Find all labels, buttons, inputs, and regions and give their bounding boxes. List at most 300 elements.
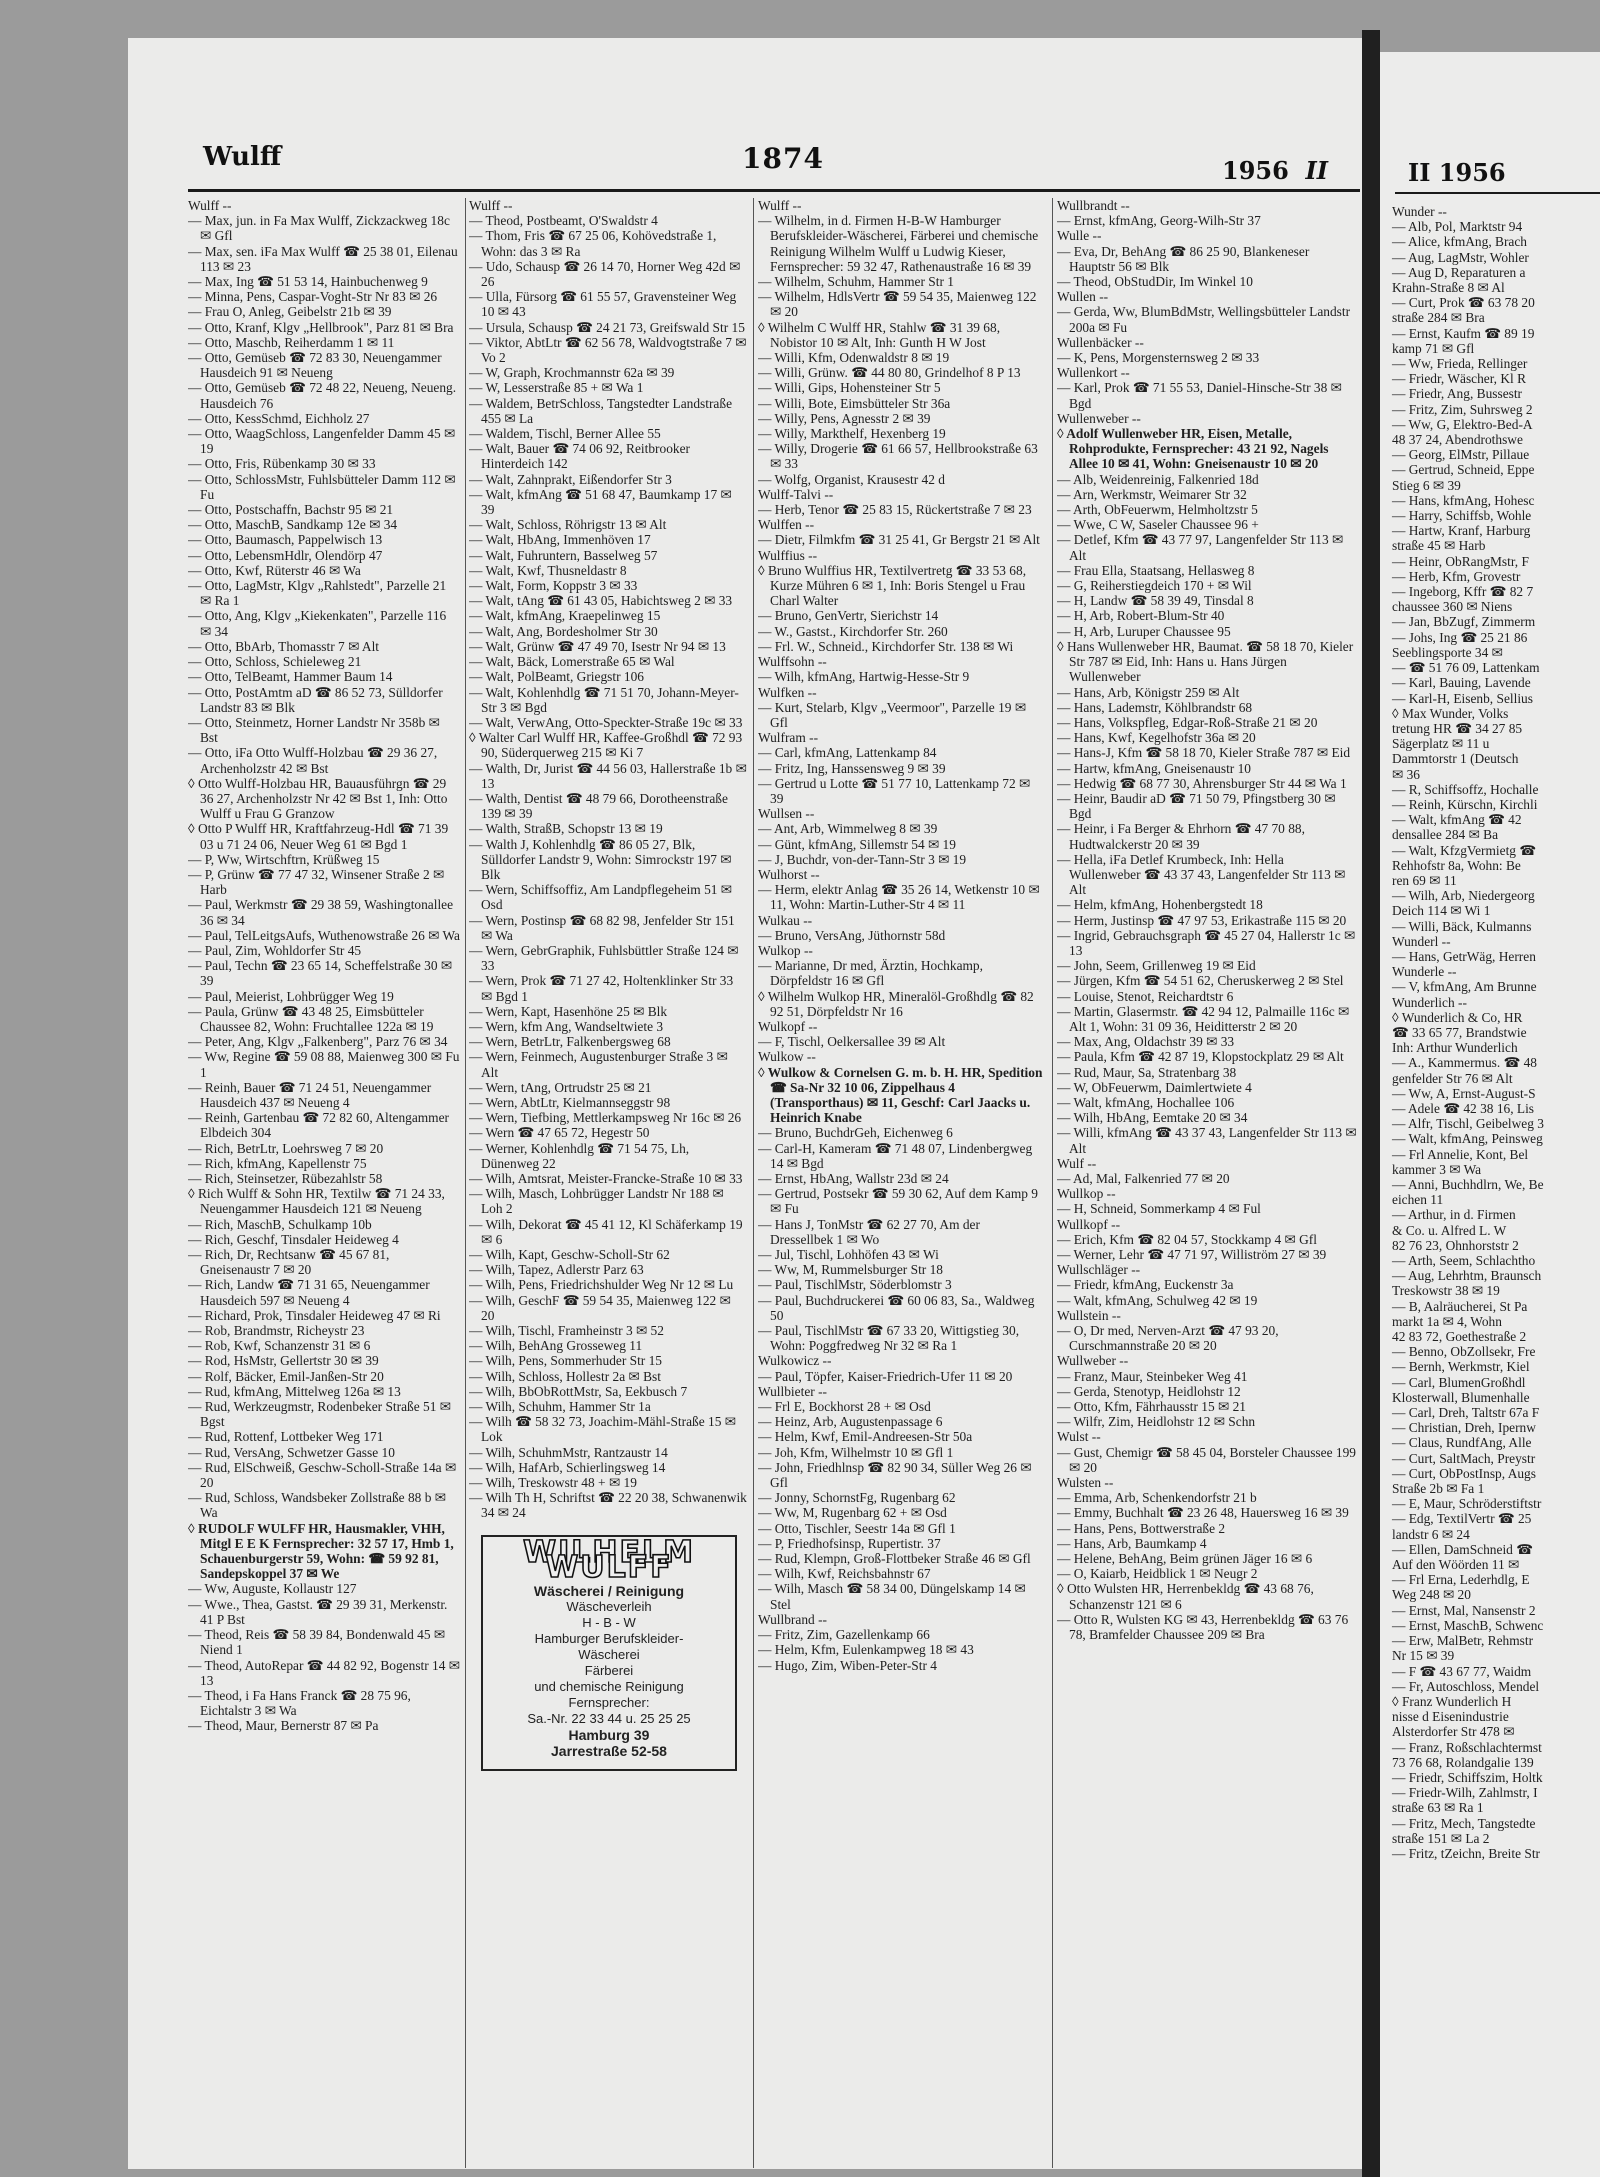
- right-page-entry: — Heinr, ObRangMstr, F: [1392, 553, 1529, 569]
- right-page-entry: — Reinh, Kürschn, Kirchli: [1392, 796, 1538, 812]
- right-page-entry: — Harry, Schiffsb, Wohle: [1392, 508, 1532, 524]
- right-page-entry: — Arth, Seem, Schlachtho: [1392, 1253, 1536, 1269]
- right-page-entry: ◊ Wunderlich & Co, HR: [1392, 1009, 1523, 1025]
- right-page-entry: kammer 3 ✉ Wa: [1392, 1161, 1482, 1177]
- right-page-entry: 82 76 23, Ohnhorststr 2: [1392, 1237, 1519, 1253]
- right-page-entry: — Fritz, Mech, Tangstedte: [1392, 1815, 1536, 1831]
- right-page-entry: Weg 248 ✉ 20: [1392, 1587, 1471, 1603]
- column-divider: [1052, 198, 1053, 2168]
- directory-entry: — Rud, Schloss, Wandsbeker Zollstraße 88 b ✉ Wa: [188, 1490, 446, 1521]
- directory-entry: Wulfken --: [758, 684, 817, 700]
- directory-entry: — Rich, Steinsetzer, Rübezahlstr 58: [188, 1171, 383, 1186]
- directory-entry: — Thom, Fris ☎ 67 25 06, Kohövedstraße 1, Wohn: das 3 ✉ Ra: [469, 228, 717, 259]
- directory-entry: — John, Seem, Grillenweg 19 ✉ Eid: [1057, 958, 1256, 974]
- directory-entry: — Otto, iFa Otto Wulff-Holzbau ☎ 29 36 27, Archenholzstr 42 ✉ Bst: [188, 745, 438, 776]
- directory-entry: — Wilh, Tapez, Adlerstr Parz 63: [469, 1262, 644, 1278]
- directory-entry: — Herb, Tenor ☎ 25 83 15, Rückertstraße 7 ✉ 23: [758, 502, 1032, 518]
- directory-entry: — Willi, Grünw. ☎ 44 80 80, Grindelhof 8 P 13: [758, 365, 1021, 381]
- directory-entry: — Frl. W., Schneid., Kirchdorfer Str. 138 ✉ Wi: [758, 638, 1014, 654]
- directory-entry: — Wilh, BbObRottMstr, Sa, Eekbusch 7: [469, 1383, 688, 1399]
- directory-entry: — W, Graph, Krochmannstr 62a ✉ 39: [469, 365, 675, 381]
- directory-entry: — Wern, BetrLtr, Falkenbergsweg 68: [469, 1034, 671, 1050]
- right-page-entry: — Ingeborg, Kffr ☎ 82 7: [1392, 584, 1534, 600]
- advert-line: und chemische Reinigung: [534, 1679, 684, 1695]
- directory-entry: — Eva, Dr, BehAng ☎ 86 25 90, Blankeneser Hauptstr 56 ✉ Blk: [1057, 243, 1310, 274]
- right-page-entry: Deich 114 ✉ Wi 1: [1392, 903, 1491, 919]
- directory-entry: — Willi, kfmAng ☎ 43 37 43, Langenfelder Str 113 ✉ Alt: [1057, 1125, 1357, 1156]
- directory-entry: — Paula, Kfm ☎ 42 87 19, Klopstockplatz 29 ✉ Alt: [1057, 1049, 1344, 1065]
- right-page-entry: Klosterwall, Blumenhalle: [1392, 1389, 1530, 1405]
- directory-entry: — H, Landw ☎ 58 39 49, Tinsdal 8: [1057, 593, 1254, 609]
- directory-entry: — Minna, Pens, Caspar-Voght-Str Nr 83 ✉ 26: [188, 289, 438, 305]
- right-page-entry: — Karl-H, Eisenb, Sellius: [1392, 690, 1533, 706]
- right-page-entry: — Gertrud, Schneid, Eppe: [1392, 462, 1535, 478]
- directory-entry: — Theod, Reis ☎ 58 39 84, Bondenwald 45 ✉ Niend 1: [188, 1627, 446, 1658]
- right-page-entry: ◊ Max Wunder, Volks: [1392, 705, 1509, 721]
- directory-entry: — Otto, Tischler, Seestr 14a ✉ Gfl 1: [758, 1520, 956, 1536]
- right-page-entry: Auf den Wöörden 11 ✉: [1392, 1557, 1520, 1573]
- directory-entry: — Hugo, Zim, Wiben-Peter-Str 4: [758, 1657, 937, 1673]
- right-page-entry: — Ernst, Kaufm ☎ 89 19: [1392, 325, 1535, 341]
- directory-entry: Wullschläger --: [1057, 1262, 1141, 1278]
- directory-entry: — Max, jun. in Fa Max Wulff, Zickzackweg 18c ✉ Gfl: [188, 213, 450, 244]
- directory-entry: — Wilhelm, Schuhm, Hammer Str 1: [758, 274, 954, 290]
- directory-entry: — Walt, Fuhruntern, Basselweg 57: [469, 547, 658, 563]
- directory-entry: Wulkowicz --: [758, 1353, 832, 1369]
- right-page-entry: — Walt, KfzgVermietg ☎: [1392, 842, 1537, 858]
- directory-entry: — Wilh Th H, Schriftst ☎ 22 20 38, Schwanenwik 34 ✉ 24: [469, 1490, 747, 1521]
- directory-entry: Wullkopf --: [1057, 1216, 1121, 1232]
- directory-entry: — Otto, Kwf, Rüterstr 46 ✉ Wa: [188, 562, 361, 578]
- header-name: Wulff: [203, 142, 282, 172]
- directory-entry: — Paul, Zim, Wohldorfer Str 45: [188, 942, 362, 958]
- advert-line: Fernsprecher:: [568, 1695, 650, 1711]
- right-page-entry: genfelder Str 76 ✉ Alt: [1392, 1070, 1513, 1086]
- right-page-entry: — Fritz, tZeichn, Breite Str: [1392, 1845, 1541, 1861]
- right-page-entry: — Hartw, Kranf, Harburg: [1392, 523, 1531, 539]
- directory-entry: Wullweber --: [1057, 1353, 1129, 1369]
- directory-entry: — H, Schneid, Sommerkamp 4 ✉ Ful: [1057, 1201, 1261, 1217]
- directory-entry: — Rich, kfmAng, Kapellenstr 75: [188, 1155, 367, 1171]
- right-page-entry: — Franz, Roßschlachtermst: [1392, 1739, 1542, 1755]
- advert-line: Wäscherei / Reinigung: [533, 1583, 685, 1600]
- directory-entry: Wullbieter --: [758, 1383, 827, 1399]
- directory-entry: — Wilh, GeschF ☎ 59 54 35, Maienweg 122 ✉ 20: [469, 1292, 731, 1323]
- directory-entry: — Rud, Maur, Sa, Stratenbarg 38: [1057, 1064, 1237, 1080]
- directory-entry: — Gertrud u Lotte ☎ 51 77 10, Lattenkamp 72 ✉ 39: [758, 775, 1031, 806]
- right-page-entry: landstr 6 ✉ 24: [1392, 1526, 1470, 1542]
- directory-entry: Wullenweber --: [1057, 410, 1141, 426]
- directory-entry: — Walt, Bäck, Lomerstraße 65 ✉ Wal: [469, 654, 675, 670]
- directory-entry: — Ernst, HbAng, Wallstr 23d ✉ 24: [758, 1171, 949, 1186]
- right-page-entry: straße 63 ✉ Ra 1: [1392, 1800, 1484, 1816]
- directory-entry: — Reinh, Bauer ☎ 71 24 51, Neuengammer Hausdeich 437 ✉ Neueng 4: [188, 1079, 432, 1110]
- right-page-entry: — Carl, Dreh, Taltstr 67a F: [1392, 1405, 1540, 1421]
- right-page-entry: — Curt, SaltMach, Preystr: [1392, 1450, 1536, 1466]
- right-page-entry: tretung HR ☎ 34 27 85: [1392, 720, 1523, 736]
- directory-entry: — Theod, Maur, Bernerstr 87 ✉ Pa: [188, 1718, 379, 1734]
- directory-entry: — Wilh, Amtsrat, Meister-Francke-Straße 10 ✉ 33: [469, 1171, 743, 1186]
- right-page-entry: — Aug, Lehrhtm, Braunsch: [1392, 1268, 1542, 1284]
- right-page-entry: — Johs, Ing ☎ 25 21 86: [1392, 629, 1528, 645]
- directory-entry: ◊ Otto P Wulff HR, Kraftfahrzeug-Hdl ☎ 71 39 03 u 71 24 06, Neuer Weg 61 ✉ Bgd 1: [188, 821, 449, 852]
- directory-entry: — Paul, TischlMstr, Söderblomstr 3: [758, 1277, 952, 1293]
- directory-entry: — Otto, Gemüseb ☎ 72 83 30, Neuengammer Hausdeich 91 ✉ Neueng: [188, 350, 442, 381]
- directory-entry: — Walt, PolBeamt, Griegstr 106: [469, 669, 644, 685]
- directory-entry: — Walt, HbAng, Immenhöven 17: [469, 532, 651, 548]
- directory-entry: — Richard, Prok, Tinsdaler Heideweg 47 ✉ Ri: [188, 1307, 441, 1323]
- directory-entry: — Wern, Prok ☎ 71 27 42, Holtenklinker Str 33 ✉ Bgd 1: [469, 973, 734, 1004]
- directory-entry: — Wilfr, Zim, Heidlohstr 12 ✉ Schn: [1057, 1414, 1256, 1430]
- directory-entry: — Wern, AbtLtr, Kielmannseggstr 98: [469, 1094, 671, 1110]
- directory-entry: — O, Kaiarb, Heidblick 1 ✉ Neugr 2: [1057, 1566, 1258, 1582]
- directory-entry: — Hans-J, Kfm ☎ 58 18 70, Kieler Straße 787 ✉ Eid: [1057, 745, 1351, 761]
- directory-entry: — Walt, Kohlenhdlg ☎ 71 51 70, Johann-Meyer-Str 3 ✉ Bgd: [469, 684, 739, 715]
- right-page-entry: Nr 15 ✉ 39: [1392, 1648, 1455, 1664]
- directory-entry: — Gust, Chemigr ☎ 58 45 04, Borsteler Chaussee 199 ✉ 20: [1057, 1444, 1356, 1475]
- directory-entry: — Alb, Weidenreinig, Falkenried 18d: [1057, 471, 1259, 487]
- directory-entry: — Ernst, kfmAng, Georg-Wilh-Str 37: [1057, 213, 1261, 229]
- directory-entry: ◊ Wulkow & Cornelsen G. m. b. H. HR, Spedition ☎ Sa-Nr 32 10 06, Zippelhaus 4 (Transporthaus) ✉ 11, Geschf: Carl Jaacks u. Heinrich Knabe: [758, 1064, 1043, 1126]
- directory-entry: — Jul, Tischl, Lohhöfen 43 ✉ Wi: [758, 1247, 939, 1263]
- directory-entry: — Walth, StraßB, Schopstr 13 ✉ 19: [469, 821, 663, 837]
- directory-entry: — Reinh, Gartenbau ☎ 72 82 60, Altengammer Elbdeich 304: [188, 1110, 450, 1141]
- advert-box: [481, 1535, 737, 1771]
- directory-entry: Wulkopf --: [758, 1018, 818, 1034]
- directory-entry: — Willi, Gips, Hohensteiner Str 5: [758, 380, 941, 396]
- right-page-entry: Krahn-Straße 8 ✉ Al: [1392, 280, 1505, 296]
- directory-entry: Wulf --: [1057, 1155, 1097, 1171]
- book-gutter: [1362, 30, 1380, 2177]
- right-page-entry: — E, Maur, Schröderstiftstr: [1392, 1496, 1542, 1512]
- directory-entry: — Fritz, Zim, Gazellenkamp 66: [758, 1627, 930, 1643]
- directory-entry: Wullenbäcker --: [1057, 334, 1144, 350]
- directory-entry: Wulsten --: [1057, 1475, 1114, 1491]
- directory-entry: Wullsen --: [758, 806, 815, 822]
- advert-name: WILHELM WULFF: [523, 1534, 695, 1585]
- column-divider: [753, 198, 754, 2168]
- directory-entry: — Louise, Stenot, Reichardtstr 6: [1057, 988, 1234, 1004]
- directory-entry: ◊ Bruno Wulffius HR, Textilvertretg ☎ 33 53 68, Kurze Mühren 6 ✉ 1, Inh: Boris Stengel u Frau Charl Walter: [758, 562, 1027, 609]
- directory-entry: — Gertrud, Postsekr ☎ 59 30 62, Auf dem Kamp 9 ✉ Fu: [758, 1186, 1038, 1217]
- directory-entry: — Fritz, Ing, Hanssensweg 9 ✉ 39: [758, 760, 946, 776]
- directory-entry: — Wilh, Masch ☎ 58 34 00, Düngelskamp 14 ✉ Stel: [758, 1581, 1026, 1612]
- directory-entry: — Paul, Meierist, Lohbrügger Weg 19: [188, 988, 394, 1004]
- directory-entry: — Bruno, GenVertr, Sierichstr 14: [758, 608, 939, 624]
- advert-line: Hamburger Berufskleider-: [534, 1631, 684, 1647]
- directory-entry: — Otto, MaschB, Sandkamp 12e ✉ 34: [188, 517, 398, 533]
- directory-entry: — Otto, Baumasch, Pappelwisch 13: [188, 532, 383, 548]
- directory-entry: — Helm, kfmAng, Hohenbergstedt 18: [1057, 897, 1263, 913]
- directory-entry: — Theod, i Fa Hans Franck ☎ 28 75 96, Eichtalstr 3 ✉ Wa: [188, 1687, 411, 1719]
- directory-entry: ◊ Walter Carl Wulff HR, Kaffee-Großhdl ☎ 72 93 90, Süderquerweg 215 ✉ Ki 7: [469, 730, 743, 761]
- right-page-entry: — Erw, MalBetr, Rehmstr: [1392, 1633, 1534, 1649]
- right-page-entry: — Friedr-Wilh, Zahlmstr, I: [1392, 1785, 1538, 1801]
- directory-entry: — Dietr, Filmkfm ☎ 31 25 41, Gr Bergstr 21 ✉ Alt: [758, 532, 1040, 548]
- directory-entry: — Walt, Form, Koppstr 3 ✉ 33: [469, 578, 638, 594]
- directory-entry: — Rich, Landw ☎ 71 31 65, Neuengammer Hausdeich 597 ✉ Neueng 4: [188, 1277, 430, 1308]
- right-page-entry: — Claus, RundfAng, Alle: [1392, 1435, 1532, 1451]
- directory-entry: — Otto, PostAmtm aD ☎ 86 52 73, Sülldorfer Landstr 83 ✉ Blk: [188, 684, 443, 715]
- right-page-entry: — Hans, kfmAng, Hohesc: [1392, 492, 1535, 508]
- right-page-entry: straße 45 ✉ Harb: [1392, 538, 1486, 554]
- directory-entry: Wulffsohn --: [758, 654, 827, 670]
- directory-entry: — Rud, ElSchweiß, Geschw-Scholl-Straße 14a ✉ 20: [188, 1459, 457, 1491]
- right-page-entry: chaussee 360 ✉ Niens: [1392, 599, 1513, 615]
- directory-entry: — Viktor, AbtLtr ☎ 62 56 78, Waldvogtstraße 7 ✉ Vo 2: [469, 334, 747, 366]
- directory-entry: — Willy, Markthelf, Hexenberg 19: [758, 426, 946, 442]
- directory-entry: — Rud, VersAng, Schwetzer Gasse 10: [188, 1444, 395, 1460]
- directory-entry: — Helm, Kfm, Eulenkampweg 18 ✉ 43: [758, 1642, 974, 1658]
- right-page-entry: — ☎ 51 76 09, Lattenkam: [1392, 660, 1540, 676]
- directory-entry: — Walt, Ang, Bordesholmer Str 30: [469, 623, 658, 639]
- directory-entry: — Wern, GebrGraphik, Fuhlsbüttler Straße 124 ✉ 33: [469, 942, 739, 974]
- directory-entry: — Otto, Gemüseb ☎ 72 48 22, Neueng, Neueng. Hausdeich 76: [188, 380, 457, 411]
- right-page-entry: ren 69 ✉ 11: [1392, 872, 1457, 888]
- right-page-entry: — Benno, ObZollsekr, Fre: [1392, 1344, 1536, 1360]
- directory-entry: — Hans, Pens, Bottwerstraße 2: [1057, 1520, 1226, 1536]
- right-page-entry: — Fritz, Zim, Suhrsweg 2: [1392, 401, 1533, 417]
- directory-entry: — Jonny, SchornstFg, Rugenbarg 62: [758, 1490, 956, 1506]
- right-page-entry: — Ww, Frieda, Rellinger: [1392, 356, 1528, 372]
- directory-entry: — Otto R, Wulsten KG ✉ 43, Herrenbekldg ☎ 63 76 78, Bramfelder Chaussee 209 ✉ Bra: [1057, 1611, 1349, 1643]
- directory-entry: — W., Gastst., Kirchdorfer Str. 260: [758, 623, 948, 639]
- directory-entry: — Otto, KessSchmd, Eichholz 27: [188, 410, 370, 426]
- directory-entry: Wulffius --: [758, 547, 818, 563]
- directory-entry: — Rich, BetrLtr, Loehrsweg 7 ✉ 20: [188, 1140, 384, 1156]
- right-page-entry: — Adele ☎ 42 38 16, Lis: [1392, 1100, 1535, 1116]
- directory-entry: — Werner, Lehr ☎ 47 71 97, Williström 27 ✉ 39: [1057, 1247, 1327, 1263]
- directory-entry: — Frl E, Bockhorst 28 + ✉ Osd: [758, 1399, 931, 1415]
- directory-entry: — Wilhelm, HdlsVertr ☎ 59 54 35, Maienweg 122 ✉ 20: [758, 289, 1037, 320]
- right-page-entry: straße 284 ✉ Bra: [1392, 310, 1485, 326]
- right-page-entry: & Co. u. Alfred L. W: [1392, 1222, 1507, 1238]
- directory-entry: Wulff-Talvi --: [758, 486, 834, 502]
- directory-entry: ◊ Otto Wulsten HR, Herrenbekldg ☎ 43 68 76, Schanzenstr 121 ✉ 6: [1057, 1581, 1314, 1612]
- directory-entry: — H, Arb, Luruper Chaussee 95: [1057, 623, 1231, 639]
- right-page-entry: — Alfr, Tischl, Geibelweg 3: [1392, 1116, 1544, 1132]
- directory-entry: — Herm, Justinsp ☎ 47 97 53, Erikastraße 115 ✉ 20: [1057, 912, 1347, 928]
- directory-entry: — Emma, Arb, Schenkendorfstr 21 b: [1057, 1490, 1257, 1506]
- directory-entry: — Otto, Schloss, Schieleweg 21: [188, 654, 362, 670]
- right-page-entry: — Ernst, Mal, Nansenstr 2: [1392, 1602, 1536, 1618]
- directory-entry: — Paul, Buchdruckerei ☎ 60 06 83, Sa., Waldweg 50: [758, 1292, 1035, 1323]
- directory-entry: — Paul, TelLeitgsAufs, Wuthenowstraße 26 ✉ Wa: [188, 927, 460, 943]
- right-page-entry: — Frl Erna, Lederhdlg, E: [1392, 1572, 1530, 1588]
- directory-entry: — K, Pens, Morgensternsweg 2 ✉ 33: [1057, 350, 1260, 366]
- directory-entry: — Wern, Tiefbing, Mettlerkampsweg Nr 16c ✉ 26: [469, 1110, 742, 1126]
- directory-entry: ◊ Adolf Wullenweber HR, Eisen, Metalle, Rohprodukte, Fernsprecher: 43 21 92, Nagels Allee 10 ✉ 41, Wohn: Gneisenaustr 10 ✉ 20: [1057, 426, 1329, 472]
- directory-entry: — Otto, BbArb, Thomasstr 7 ✉ Alt: [188, 638, 380, 654]
- right-page-entry: — Friedr, Ang, Bussestr: [1392, 386, 1523, 402]
- directory-entry: — Willi, Bote, Eimsbütteler Str 36a: [758, 395, 951, 411]
- directory-entry: Wulkop --: [758, 942, 813, 958]
- right-page-entry: Wunderle --: [1392, 964, 1457, 980]
- directory-entry: — Wilh, Schuhm, Hammer Str 1a: [469, 1399, 651, 1415]
- directory-entry: — Joh, Kfm, Wilhelmstr 10 ✉ Gfl 1: [758, 1444, 954, 1460]
- right-page-entry: Wunderl --: [1392, 933, 1451, 949]
- right-page-entry: Seeblingsporte 34 ✉: [1392, 644, 1503, 660]
- right-page-entry: — Frl Annelie, Kont, Bel: [1392, 1146, 1529, 1162]
- directory-entry: — Günt, kfmAng, Sillemstr 54 ✉ 19: [758, 836, 956, 852]
- directory-entry: — Ingrid, Gebrauchsgraph ☎ 45 27 04, Hallerstr 1c ✉ 13: [1057, 927, 1356, 958]
- right-page-entry: densallee 284 ✉ Ba: [1392, 827, 1499, 843]
- right-page-entry: — Bernh, Werkmstr, Kiel: [1392, 1359, 1530, 1375]
- directory-entry: Wulff --: [469, 198, 513, 213]
- right-page-entry: ◊ Franz Wunderlich H: [1392, 1693, 1512, 1709]
- right-page-entry: — V, kfmAng, Am Brunne: [1392, 979, 1537, 995]
- directory-entry: — Udo, Schausp ☎ 26 14 70, Horner Weg 42d ✉ 26: [469, 258, 741, 290]
- directory-entry: Wullbrand --: [758, 1611, 827, 1627]
- right-page-entry: — Ernst, MaschB, Schwenc: [1392, 1617, 1544, 1633]
- right-page-entry: — Anni, Buchhdlrn, We, Be: [1392, 1177, 1544, 1192]
- directory-entry: Wulffen --: [758, 517, 815, 533]
- right-page-entry: Dammtorstr 1 (Deutsch: [1392, 751, 1519, 767]
- right-page-entry: Treskowstr 38 ✉ 19: [1392, 1283, 1500, 1299]
- directory-entry: ◊ Rich Wulff & Sohn HR, Textilw ☎ 71 24 33, Neuengammer Hausdeich 121 ✉ Neueng: [188, 1186, 445, 1217]
- directory-entry: — Helm, Kwf, Emil-Andreesen-Str 50a: [758, 1429, 973, 1445]
- directory-entry: — Walt, Grünw ☎ 47 49 70, Isestr Nr 94 ✉ 13: [469, 638, 726, 654]
- directory-entry: — Ulla, Fürsorg ☎ 61 55 57, Gravensteiner Weg 10 ✉ 43: [469, 289, 737, 320]
- directory-entry: — Otto, Postschaffn, Bachstr 95 ✉ 21: [188, 502, 394, 518]
- right-page-entry: Straße 2b ✉ Fa 1: [1392, 1481, 1485, 1497]
- directory-entry: — Wolfg, Organist, Krausestr 42 d: [758, 471, 945, 487]
- right-page-entry: 48 37 24, Abendrothswe: [1392, 432, 1523, 448]
- advert-line: Färberei: [584, 1663, 634, 1679]
- directory-entry: — Wern ☎ 47 65 72, Hegestr 50: [469, 1125, 650, 1141]
- right-page-entry: — Willi, Bäck, Kulmanns: [1392, 918, 1532, 934]
- directory-entry: — Wilh, kfmAng, Hartwig-Hesse-Str 9: [758, 669, 970, 685]
- directory-entry: ◊ RUDOLF WULFF HR, Hausmakler, VHH, Mitgl E E K Fernsprecher: 32 57 17, Hmb 1, Schauenburgerstr 59, Wohn: ☎ 59 92 81, Sandерskoppel 37 ✉ We: [188, 1520, 454, 1582]
- directory-entry: — Ant, Arb, Wimmelweg 8 ✉ 39: [758, 821, 938, 837]
- directory-entry: Wulhorst --: [758, 866, 820, 882]
- advert-lines: [489, 1583, 729, 1759]
- directory-entry: — Wern, Kapt, Hasenhöne 25 ✉ Blk: [469, 1003, 668, 1019]
- right-page-entry: — Curt, ObPostInsp, Augs: [1392, 1465, 1536, 1481]
- directory-entry: — Carl, kfmAng, Lattenkamp 84: [758, 745, 937, 761]
- directory-entry: — Hedwig ☎ 68 77 30, Ahrensburger Str 44 ✉ Wa 1: [1057, 775, 1347, 791]
- right-page-entry: Alsterdorfer Str 478 ✉: [1392, 1724, 1515, 1740]
- right-page-entry: — Curt, Prok ☎ 63 78 20: [1392, 295, 1535, 311]
- directory-entry: — Wern, Postinsp ☎ 68 82 98, Jenfelder Str 151 ✉ Wa: [469, 912, 735, 943]
- directory-entry: — Rud, Rottenf, Lottbeker Weg 171: [188, 1429, 384, 1445]
- directory-entry: — Ww, M, Rummelsburger Str 18: [758, 1262, 943, 1278]
- directory-entry: — Max, sen. iFa Max Wulff ☎ 25 38 01, Eilenau 113 ✉ 23: [188, 243, 458, 274]
- directory-entry: — Max, Ing ☎ 51 53 14, Hainbuchenweg 9: [188, 274, 428, 290]
- directory-entry: — Wilh, Kwf, Reichsbahnstr 67: [758, 1566, 931, 1582]
- right-page-entry: — Edg, TextilVertr ☎ 25: [1392, 1511, 1532, 1527]
- directory-entry: — Rud, kfmAng, Mittelweg 126a ✉ 13: [188, 1383, 401, 1399]
- directory-entry: — Otto, Kranf, Klgv „Hellbrook", Parz 81 ✉ Bra: [188, 319, 454, 335]
- right-page-entry: Stieg 6 ✉ 39: [1392, 477, 1461, 493]
- directory-entry: Wulkau --: [758, 912, 813, 928]
- directory-entry: — Rob, Brandmstr, Richeystr 23: [188, 1323, 365, 1339]
- directory-entry: — Hans, Volkspfleg, Edgar-Roß-Straße 21 ✉ 20: [1057, 714, 1318, 730]
- directory-entry: — Wilh, HafArb, Schierlingsweg 14: [469, 1459, 666, 1475]
- right-page-entry: Rehhofstr 8a, Wohn: Be: [1392, 857, 1521, 873]
- right-page-entry: eichen 11: [1392, 1192, 1444, 1208]
- directory-entry: — Detlef, Kfm ☎ 43 77 97, Langenfelder Str 113 ✉ Alt: [1057, 532, 1344, 563]
- right-page-entry: — Arthur, in d. Firmen: [1392, 1207, 1516, 1223]
- directory-entry: — Paul, TischlMstr ☎ 67 33 20, Wittigstieg 30, Wohn: Poggfredweg Nr 32 ✉ Ra 1: [758, 1323, 1020, 1354]
- right-page-entry: Sägerplatz ✉ 11 u: [1392, 736, 1490, 752]
- right-page-entry: — R, Schiffsoffz, Hochalle: [1392, 781, 1539, 797]
- right-page-entry: — F ☎ 43 67 77, Waidm: [1392, 1663, 1532, 1679]
- directory-entry: — G, Reiherstiegdeich 170 + ✉ Wil: [1057, 578, 1252, 594]
- right-page-entry: — Alice, kfmAng, Brach: [1392, 234, 1527, 250]
- directory-entry: — Willy, Pens, Agnesstr 2 ✉ 39: [758, 410, 931, 426]
- directory-entry: Wulst --: [1057, 1429, 1101, 1445]
- right-page-entry: — Carl, BlumenGroßhdl: [1392, 1374, 1526, 1390]
- directory-entry: — Wilh, Kapt, Geschw-Scholl-Str 62: [469, 1247, 670, 1263]
- directory-entry: Wullen --: [1057, 289, 1109, 305]
- directory-entry: — Willi, Kfm, Odenwaldstr 8 ✉ 19: [758, 350, 950, 366]
- directory-entry: — J, Buchdr, von-der-Tann-Str 3 ✉ 19: [758, 851, 967, 867]
- right-page-entry: — B, Aalräucherei, St Pa: [1392, 1298, 1528, 1314]
- directory-entry: — Wilh ☎ 58 32 73, Joachim-Mähl-Straße 15 ✉ Lok: [469, 1414, 736, 1445]
- right-page-entry: — Christian, Dreh, Ipernw: [1392, 1420, 1536, 1436]
- directory-entry: — Hartw, kfmAng, Gneisenaustr 10: [1057, 760, 1252, 776]
- directory-entry: — Willy, Drogerie ☎ 61 66 57, Hellbrookstraße 63 ✉ 33: [758, 441, 1038, 472]
- directory-entry: — Walth, Dr, Jurist ☎ 44 56 03, Hallerstraße 1b ✉ 13: [469, 760, 747, 791]
- directory-entry: — Wilhelm, in d. Firmen H-B-W Hamburger Berufskleider-Wäscherei, Färberei und chemische Reinigung Wilhelm Wulff u Ludwig Kieser, Fernsprecher: 59 32 47, Rathenaustraße 16 ✉ 39: [758, 213, 1039, 274]
- directory-entry: — Rud, Klempn, Groß-Flottbeker Straße 46 ✉ Gfl: [758, 1551, 1031, 1567]
- directory-entry: — Wilh, BehAng Grosseweg 11: [469, 1338, 643, 1354]
- directory-entry: — Wern, Feinmech, Augustenburger Straße 3 ✉ Alt: [469, 1049, 728, 1080]
- directory-entry: — Peter, Ang, Klgv „Falkenberg", Parz 76 ✉ 34: [188, 1034, 448, 1050]
- directory-entry: — Gerda, Ww, BlumBdMstr, Wellingsbütteler Landstr 200a ✉ Fu: [1057, 304, 1351, 335]
- directory-entry: — Otto, Kfm, Fährhausstr 15 ✉ 21: [1057, 1399, 1247, 1415]
- directory-entry: — Otto, TelBeamt, Hammer Baum 14: [188, 669, 393, 685]
- directory-entry: — Ww, Regine ☎ 59 08 88, Maienweg 300 ✉ Fu 1: [188, 1049, 460, 1080]
- right-page-entry: — Karl, Bauing, Lavende: [1392, 675, 1531, 691]
- directory-entry: — W, ObFeuerwm, Daimlertwiete 4: [1057, 1079, 1252, 1095]
- directory-entry: — Ww, M, Rugenbarg 62 + ✉ Osd: [758, 1505, 947, 1521]
- directory-entry: — P, Grünw ☎ 77 47 32, Winsener Straße 2 ✉ Harb: [188, 866, 445, 898]
- directory-entry: — Walt, kfmAng ☎ 51 68 47, Baumkamp 17 ✉ 39: [469, 486, 732, 518]
- right-page-entry: kamp 71 ✉ Gfl: [1392, 340, 1475, 356]
- directory-entry: — Walt, VerwAng, Otto-Speckter-Straße 19c ✉ 33: [469, 714, 743, 730]
- directory-entry: — Wwe, C W, Saseler Chaussee 96 +: [1057, 517, 1259, 533]
- directory-entry: — Heinz, Arb, Augustenpassage 6: [758, 1414, 943, 1430]
- advert-line: Jarrestraße 52-58: [551, 1743, 667, 1760]
- directory-entry: — Wern, tAng, Ortrudstr 25 ✉ 21: [469, 1079, 652, 1095]
- directory-entry: — Otto, Maschb, Reiherdamm 1 ✉ 11: [188, 334, 395, 350]
- directory-entry: — Ad, Mal, Falkenried 77 ✉ 20: [1057, 1171, 1230, 1186]
- right-page-entries: [1392, 204, 1600, 1861]
- directory-entry: Wullbrandt --: [1057, 198, 1130, 213]
- directory-entry: ◊ Otto Wulff-Holzbau HR, Bauausführgn ☎ 29 36 27, Archenholzstr Nr 42 ✉ Bst 1, Inh: Otto Wulff u Frau G Granzow: [188, 775, 448, 822]
- right-page-entry: 42 83 72, Goethestraße 2: [1392, 1329, 1527, 1345]
- right-page-entry: — A., Kammermus. ☎ 48: [1392, 1055, 1537, 1071]
- directory-entry: — Otto, WaagSchloss, Langenfelder Damm 45 ✉ 19: [188, 426, 456, 457]
- directory-entry: — Paul, Töpfer, Kaiser-Friedrich-Ufer 11 ✉ 20: [758, 1368, 1013, 1384]
- directory-entry: — Wilh, HbAng, Eemtake 20 ✉ 34: [1057, 1110, 1248, 1126]
- directory-entry: Wulfram --: [758, 730, 819, 746]
- advert-line: Wäscheverleih: [566, 1599, 652, 1615]
- header-year: 1956 II: [1222, 156, 1328, 185]
- right-page-entry: — Aug D, Reparaturen a: [1392, 264, 1526, 280]
- directory-entry: — Wilh, Masch, Lohbrügger Landstr Nr 188 ✉ Loh 2: [469, 1186, 724, 1217]
- column-4: [1057, 198, 1357, 2167]
- directory-entry: — W, Lesserstraße 85 + ✉ Wa 1: [469, 380, 644, 396]
- directory-entry: — Wilh, Schloss, Hollestr 2a ✉ Bst: [469, 1368, 661, 1384]
- directory-entry: — John, Friedhlnsp ☎ 82 90 34, Süller Weg 26 ✉ Gfl: [758, 1459, 1032, 1491]
- directory-entry: — Heinr, i Fa Berger & Ehrhorn ☎ 47 70 88, Hudtwalckerstr 20 ✉ 39: [1057, 821, 1305, 852]
- directory-entry: — Marianne, Dr med, Ärztin, Hochkamp, Dörpfeldstr 16 ✉ Gfl: [758, 958, 983, 989]
- column-3: [758, 198, 1046, 2167]
- directory-entry: Wulff --: [188, 198, 232, 213]
